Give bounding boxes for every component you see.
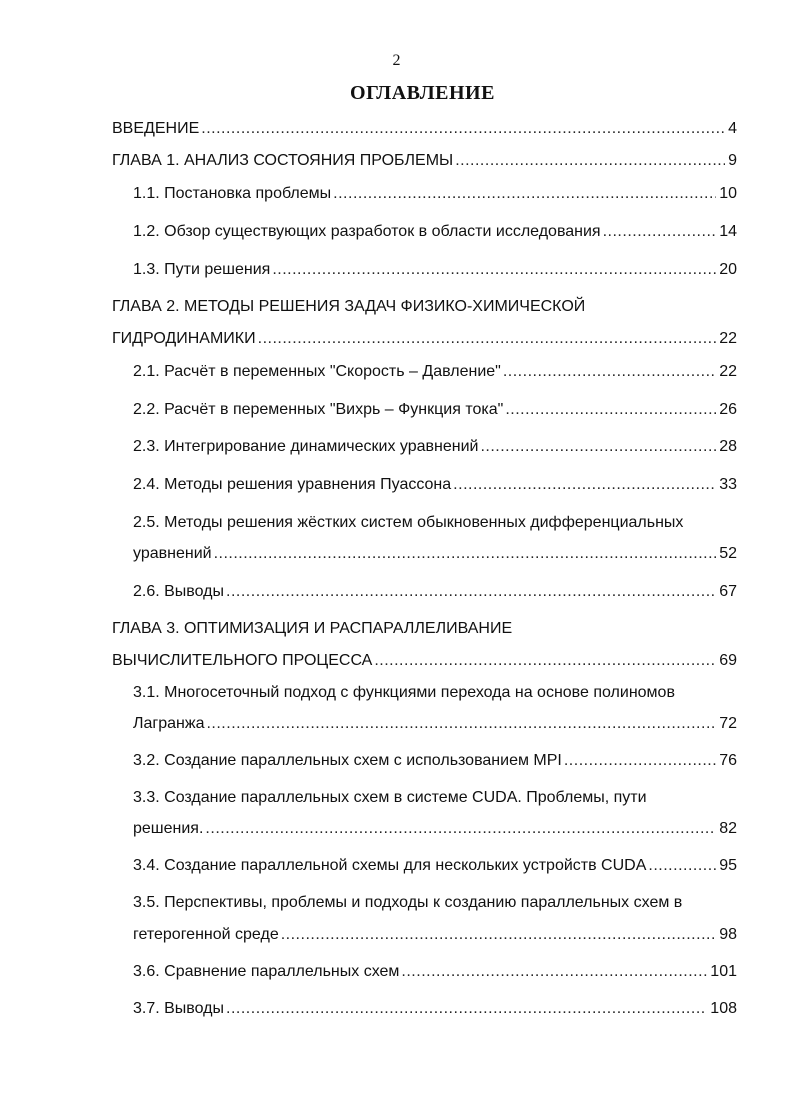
toc-entry-text: 2.3. Интегрирование динамических уравнений [133,438,479,455]
dot-leader [503,362,716,382]
dot-leader [455,151,725,171]
dot-leader [214,544,717,564]
toc-entry-page: 20 [719,261,737,278]
toc-entry-page: 14 [719,223,737,240]
toc-title: ОГЛАВЛЕНИЕ [350,82,495,104]
toc-entry-page: 76 [719,752,737,769]
toc-entry-page: 95 [719,857,737,874]
toc-entry-page: 9 [728,152,737,169]
dot-leader [226,582,716,602]
toc-entry-text: уравнений [133,545,212,562]
toc-entry-page: 26 [719,401,737,418]
toc-entry-page: 69 [719,652,737,669]
dot-leader [401,962,707,982]
toc-entry-page: 101 [710,963,737,980]
toc-entry-section-1-2[interactable] [133,218,737,242]
toc-entry-text: гетерогенной среде [133,926,279,943]
toc-entry-page: 33 [719,476,737,493]
toc-entry-section-3-4[interactable] [133,852,737,876]
toc-entry-text: решения. [133,820,204,837]
dot-leader [453,475,716,495]
toc-entry-section-2-5[interactable] [133,540,737,564]
toc-entry-text: 2.2. Расчёт в переменных "Вихрь – Функция тока" [133,401,504,418]
toc-entry-chapter-2-line1[interactable] [112,293,585,317]
dot-leader [480,437,716,457]
toc-entry-text: Лагранжа [133,715,205,732]
toc-entry-text: 2.5. Методы решения жёстких систем обыкновенных дифференциальных [133,514,684,531]
toc-entry-section-3-7[interactable] [133,995,737,1019]
toc-entry-text: 2.6. Выводы [133,583,225,600]
toc-entry-section-2-5-line1[interactable] [133,509,683,533]
toc-entry-text: ГЛАВА 2. МЕТОДЫ РЕШЕНИЯ ЗАДАЧ ФИЗИКО-ХИМИЧЕСКОЙ [112,298,586,315]
toc-entry-section-2-2[interactable] [133,396,737,420]
toc-entry-text: 1.3. Пути решения [133,261,271,278]
toc-entry-page: 4 [728,120,737,137]
toc-entry-introduction[interactable] [112,115,737,139]
dot-leader [374,651,716,671]
toc-entry-section-2-6[interactable] [133,578,737,602]
toc-entry-text: 3.7. Выводы [133,1000,225,1017]
toc-entry-page: 72 [719,715,737,732]
toc-entry-text: ГИДРОДИНАМИКИ [112,330,256,347]
toc-entry-page: 108 [710,1000,737,1017]
toc-entry-page: 67 [719,583,737,600]
dot-leader [258,329,717,349]
toc-entry-section-3-3-line1[interactable] [133,784,647,808]
toc-entry-section-3-1[interactable] [133,710,737,734]
toc-entry-section-1-3[interactable] [133,256,737,280]
toc-entry-section-1-1[interactable] [133,180,737,204]
toc-entry-text: 3.6. Сравнение параллельных схем [133,963,400,980]
toc-entry-text: 1.2. Обзор существующих разработок в области исследования [133,223,601,240]
toc-entry-text: 3.1. Многосеточный подход с функциями перехода на основе полиномов [133,684,675,701]
toc-entry-section-3-6[interactable] [133,958,737,982]
toc-entry-page: 82 [719,820,737,837]
toc-entry-text: 2.4. Методы решения уравнения Пуассона [133,476,452,493]
toc-entry-chapter-1[interactable] [112,147,737,171]
toc-entry-text: 3.5. Перспективы, проблемы и подходы к созданию параллельных схем в [133,894,683,911]
toc-entry-page: 52 [719,545,737,562]
toc-entry-text: ГЛАВА 3. ОПТИМИЗАЦИЯ И РАСПАРАЛЛЕЛИВАНИЕ [112,620,513,637]
dot-leader [333,184,716,204]
toc-entry-section-3-3[interactable] [133,815,737,839]
toc-entry-text: ГЛАВА 1. АНАЛИЗ СОСТОЯНИЯ ПРОБЛЕМЫ [112,152,454,169]
page-number: 2 [392,52,401,69]
dot-leader [281,925,716,945]
dot-leader [201,119,725,139]
toc-entry-chapter-3[interactable] [112,647,737,671]
dot-leader [603,222,717,242]
toc-entry-text: ВВЕДЕНИЕ [112,120,200,137]
dot-leader [505,400,716,420]
toc-entry-section-2-3[interactable] [133,433,737,457]
dot-leader [226,999,707,1019]
toc-entry-section-2-4[interactable] [133,471,737,495]
toc-entry-section-3-2[interactable] [133,747,737,771]
toc-entry-text: 3.2. Создание параллельных схем с использованием MPI [133,752,562,769]
toc-entry-chapter-2[interactable] [112,325,737,349]
toc-entry-page: 22 [719,363,737,380]
toc-entry-text: 3.3. Создание параллельных схем в системе CUDA. Проблемы, пути [133,789,647,806]
toc-entry-text: 3.4. Создание параллельной схемы для нескольких устройств CUDA [133,857,647,874]
toc-entry-text: 2.1. Расчёт в переменных "Скорость – Давление" [133,363,501,380]
dot-leader [205,819,716,839]
dot-leader [648,856,716,876]
toc-entry-text: ВЫЧИСЛИТЕЛЬНОГО ПРОЦЕССА [112,652,373,669]
toc-entry-page: 98 [719,926,737,943]
toc-entry-section-3-5[interactable] [133,921,737,945]
toc-entry-text: 1.1. Постановка проблемы [133,185,332,202]
toc-entry-section-3-5-line1[interactable] [133,889,682,913]
toc-entry-page: 28 [719,438,737,455]
dot-leader [206,714,716,734]
dot-leader [272,260,716,280]
toc-entry-page: 22 [719,330,737,347]
toc-entry-chapter-3-line1[interactable] [112,615,512,639]
toc-entry-section-2-1[interactable] [133,358,737,382]
toc-entry-section-3-1-line1[interactable] [133,679,675,703]
toc-entry-page: 10 [719,185,737,202]
dot-leader [564,751,716,771]
